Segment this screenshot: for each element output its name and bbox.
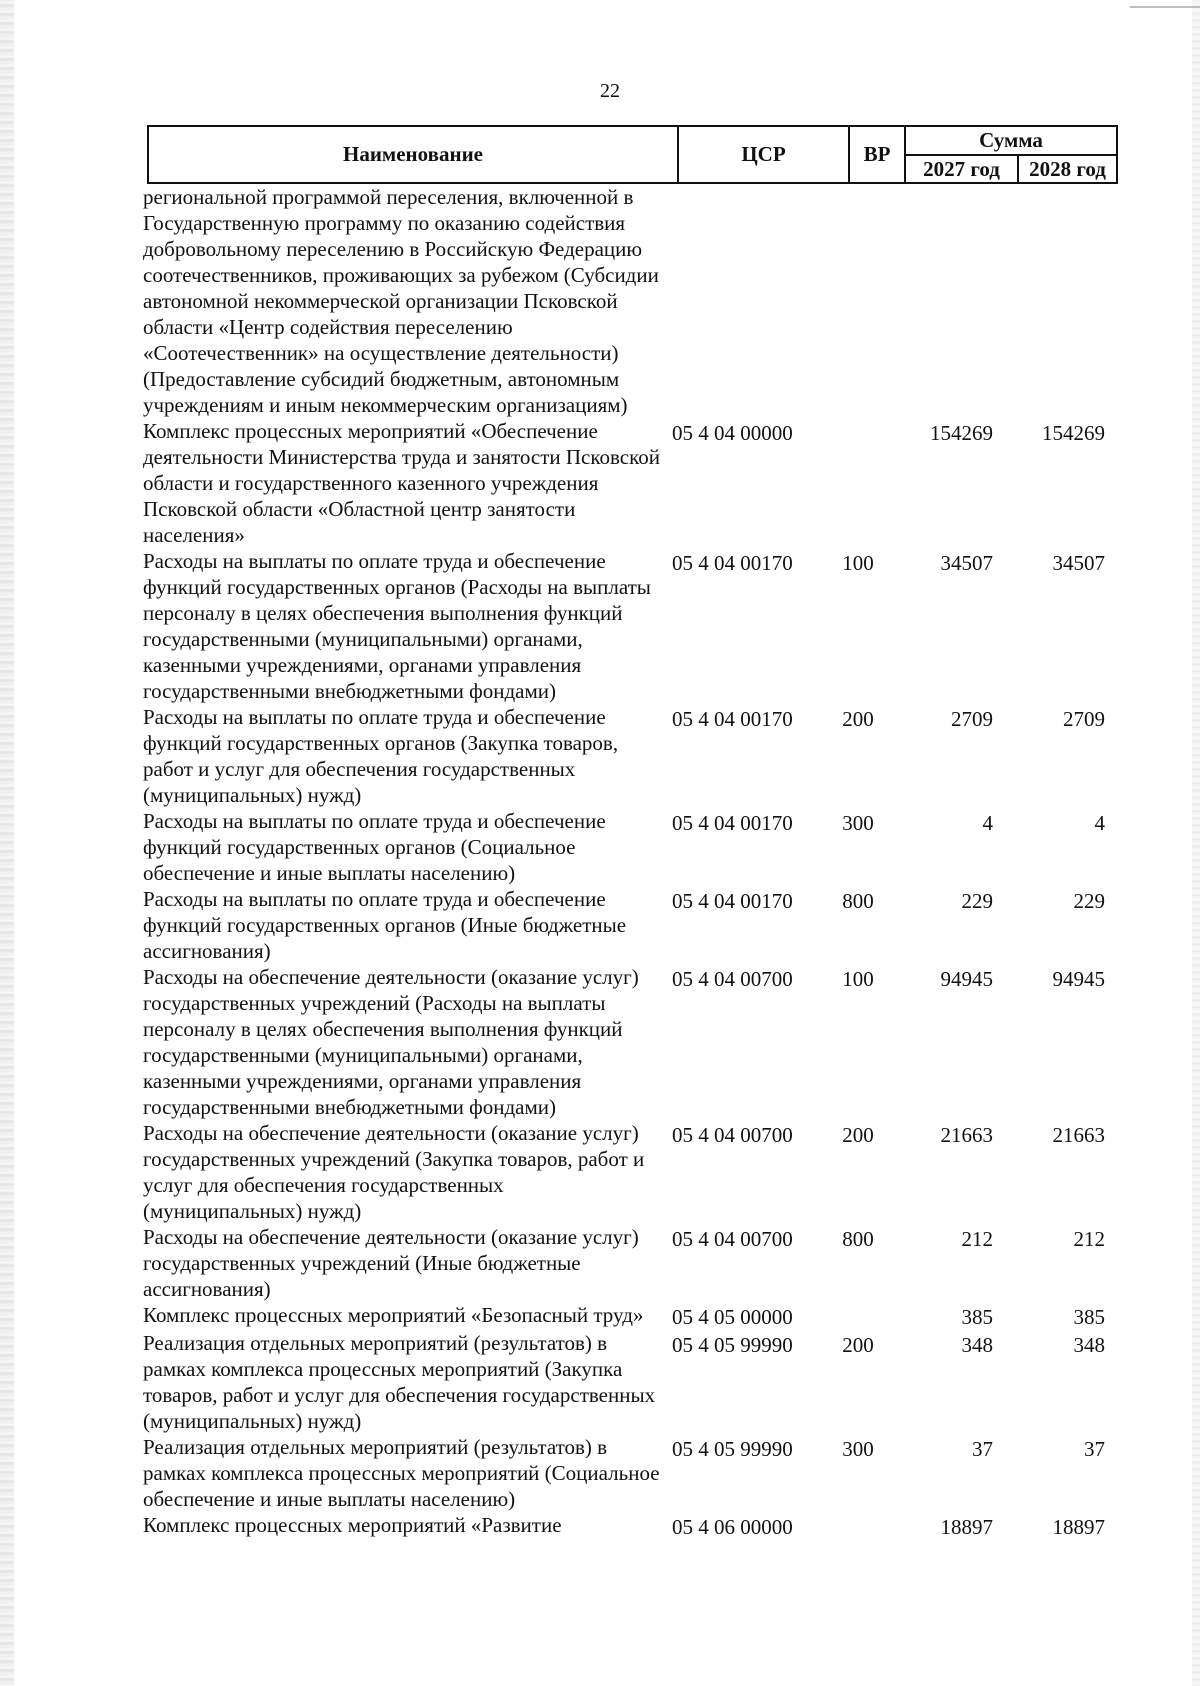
row-amount-2027: 2709	[951, 707, 993, 731]
row-amount-2028: 37	[1084, 1437, 1105, 1461]
row-csr: 05 4 04 00700	[672, 1123, 793, 1147]
table-row	[143, 1224, 1123, 1302]
row-amount-2028: 21663	[1052, 1123, 1105, 1147]
scan-artifact-line	[1130, 6, 1200, 8]
table-row	[143, 184, 1123, 418]
row-name: Расходы на выплаты по оплате труда и обеспечение функций государственных органов (Иные бюджетные ассигнования)	[143, 887, 627, 963]
row-csr: 05 4 04 00700	[672, 967, 793, 991]
row-csr: 05 4 04 00170	[672, 811, 793, 835]
row-vr: 300	[842, 1437, 874, 1461]
row-amount-2028: 154269	[1042, 421, 1105, 445]
page-number: 22	[600, 80, 620, 102]
row-name: Комплекс процессных мероприятий «Безопасный труд»	[143, 1303, 644, 1327]
table-row	[143, 548, 1123, 704]
row-amount-2028: 2709	[1063, 707, 1105, 731]
table-row	[143, 886, 1123, 964]
row-amount-2027: 212	[961, 1227, 993, 1251]
row-name: Расходы на выплаты по оплате труда и обеспечение функций государственных органов (Социальное обеспечение и иные выплаты населению)	[143, 809, 606, 885]
header-sum: Сумма	[905, 126, 1117, 155]
row-amount-2027	[888, 184, 993, 186]
row-csr: 05 4 04 00170	[672, 889, 793, 913]
row-amount-2028	[993, 184, 1105, 186]
header-name: Наименование	[148, 126, 678, 183]
row-amount-2027: 94945	[940, 967, 993, 991]
table-row	[143, 1434, 1123, 1512]
row-amount-2028: 348	[1073, 1333, 1105, 1357]
row-vr: 300	[842, 811, 874, 835]
row-vr: 100	[842, 967, 874, 991]
row-amount-2028: 229	[1073, 889, 1105, 913]
table-row	[143, 808, 1123, 886]
row-csr: 05 4 04 00000	[672, 421, 793, 445]
header-vr: ВР	[849, 126, 905, 183]
table-body	[143, 184, 1123, 1540]
row-amount-2028: 4	[1094, 811, 1105, 835]
row-csr: 05 4 05 99990	[672, 1437, 793, 1461]
row-vr: 800	[842, 1227, 874, 1251]
row-csr: 05 4 04 00170	[672, 707, 793, 731]
row-name: региональной программой переселения, включенной в Государственную программу по оказанию содействия добровольному переселению в Российскую Федерацию соотечественников, проживающих за рубежом (Субсидии автономной некоммерческой организации Псковской области «Центр содействия переселению «Соотечественник» на осуществление деятельности) (Предоставление субсидий бюджетным, автономным учреждениям и иным некоммерческим организациям)	[143, 185, 659, 417]
row-amount-2028: 385	[1073, 1305, 1105, 1329]
row-amount-2027: 34507	[940, 551, 993, 575]
row-vr	[828, 1512, 888, 1514]
row-amount-2027: 385	[961, 1305, 993, 1329]
row-vr: 800	[842, 889, 874, 913]
row-name: Расходы на выплаты по оплате труда и обеспечение функций государственных органов (Закупка товаров, работ и услуг для обеспечения государственных (муниципальных) нужд)	[143, 705, 619, 807]
table-row	[143, 704, 1123, 808]
row-amount-2028: 94945	[1052, 967, 1105, 991]
row-amount-2027: 37	[972, 1437, 993, 1461]
header-year-2027: 2027 год	[905, 155, 1018, 183]
row-amount-2028: 212	[1073, 1227, 1105, 1251]
header-csr: ЦСР	[678, 126, 849, 183]
scan-edge-right	[1192, 0, 1200, 1686]
row-name: Расходы на обеспечение деятельности (оказание услуг) государственных учреждений (Закупка товаров, работ и услуг для обеспечения государственных (муниципальных) нужд)	[143, 1121, 645, 1223]
row-csr: 05 4 04 00170	[672, 551, 793, 575]
table-header	[147, 125, 1118, 184]
table-row	[143, 1330, 1123, 1434]
row-name: Реализация отдельных мероприятий (результатов) в рамках комплекса процессных мероприятий (Закупка товаров, работ и услуг для обеспечения государственных (муниципальных) нужд)	[143, 1331, 656, 1433]
row-vr: 200	[842, 1123, 874, 1147]
table-row	[143, 1302, 1123, 1330]
table-row	[143, 418, 1123, 548]
row-amount-2027: 18897	[940, 1515, 993, 1539]
row-csr: 05 4 04 00700	[672, 1227, 793, 1251]
row-name: Расходы на обеспечение деятельности (оказание услуг) государственных учреждений (Расходы на выплаты персоналу в целях обеспечения выполнения функций государственными (муниципальными) органами, казенными учреждениями, органами управления государственными внебюджетными фондами)	[143, 965, 639, 1119]
table-row	[143, 1512, 1123, 1540]
row-amount-2027: 4	[982, 811, 993, 835]
row-vr	[828, 184, 888, 186]
row-vr	[828, 418, 888, 420]
row-csr: 05 4 06 00000	[672, 1515, 793, 1539]
row-name: Расходы на обеспечение деятельности (оказание услуг) государственных учреждений (Иные бюджетные ассигнования)	[143, 1225, 639, 1301]
row-csr	[672, 184, 828, 186]
row-amount-2027: 348	[961, 1333, 993, 1357]
row-csr: 05 4 05 00000	[672, 1305, 793, 1329]
row-vr: 100	[842, 551, 874, 575]
header-year-2028: 2028 год	[1018, 155, 1117, 183]
row-amount-2027: 154269	[930, 421, 993, 445]
row-amount-2027: 21663	[940, 1123, 993, 1147]
row-amount-2028: 34507	[1052, 551, 1105, 575]
row-name: Расходы на выплаты по оплате труда и обеспечение функций государственных органов (Расходы на выплаты персоналу в целях обеспечения выполнения функций государственными (муниципальными) органами, казенными учреждениями, органами управления государственными внебюджетными фондами)	[143, 549, 651, 703]
row-vr: 200	[842, 707, 874, 731]
row-name: Реализация отдельных мероприятий (результатов) в рамках комплекса процессных мероприятий (Социальное обеспечение и иные выплаты населению)	[143, 1435, 660, 1511]
row-csr: 05 4 05 99990	[672, 1333, 793, 1357]
row-amount-2028: 18897	[1052, 1515, 1105, 1539]
table-row	[143, 1120, 1123, 1224]
row-vr	[828, 1302, 888, 1304]
table-row	[143, 964, 1123, 1120]
row-vr: 200	[842, 1333, 874, 1357]
row-name: Комплекс процессных мероприятий «Развитие	[143, 1513, 562, 1537]
row-amount-2027: 229	[961, 889, 993, 913]
row-name: Комплекс процессных мероприятий «Обеспечение деятельности Министерства труда и занятости Псковской области и государственного казенного учреждения Псковской области «Областной центр занятости населения»	[143, 419, 660, 547]
scan-edge-left	[0, 0, 14, 1686]
